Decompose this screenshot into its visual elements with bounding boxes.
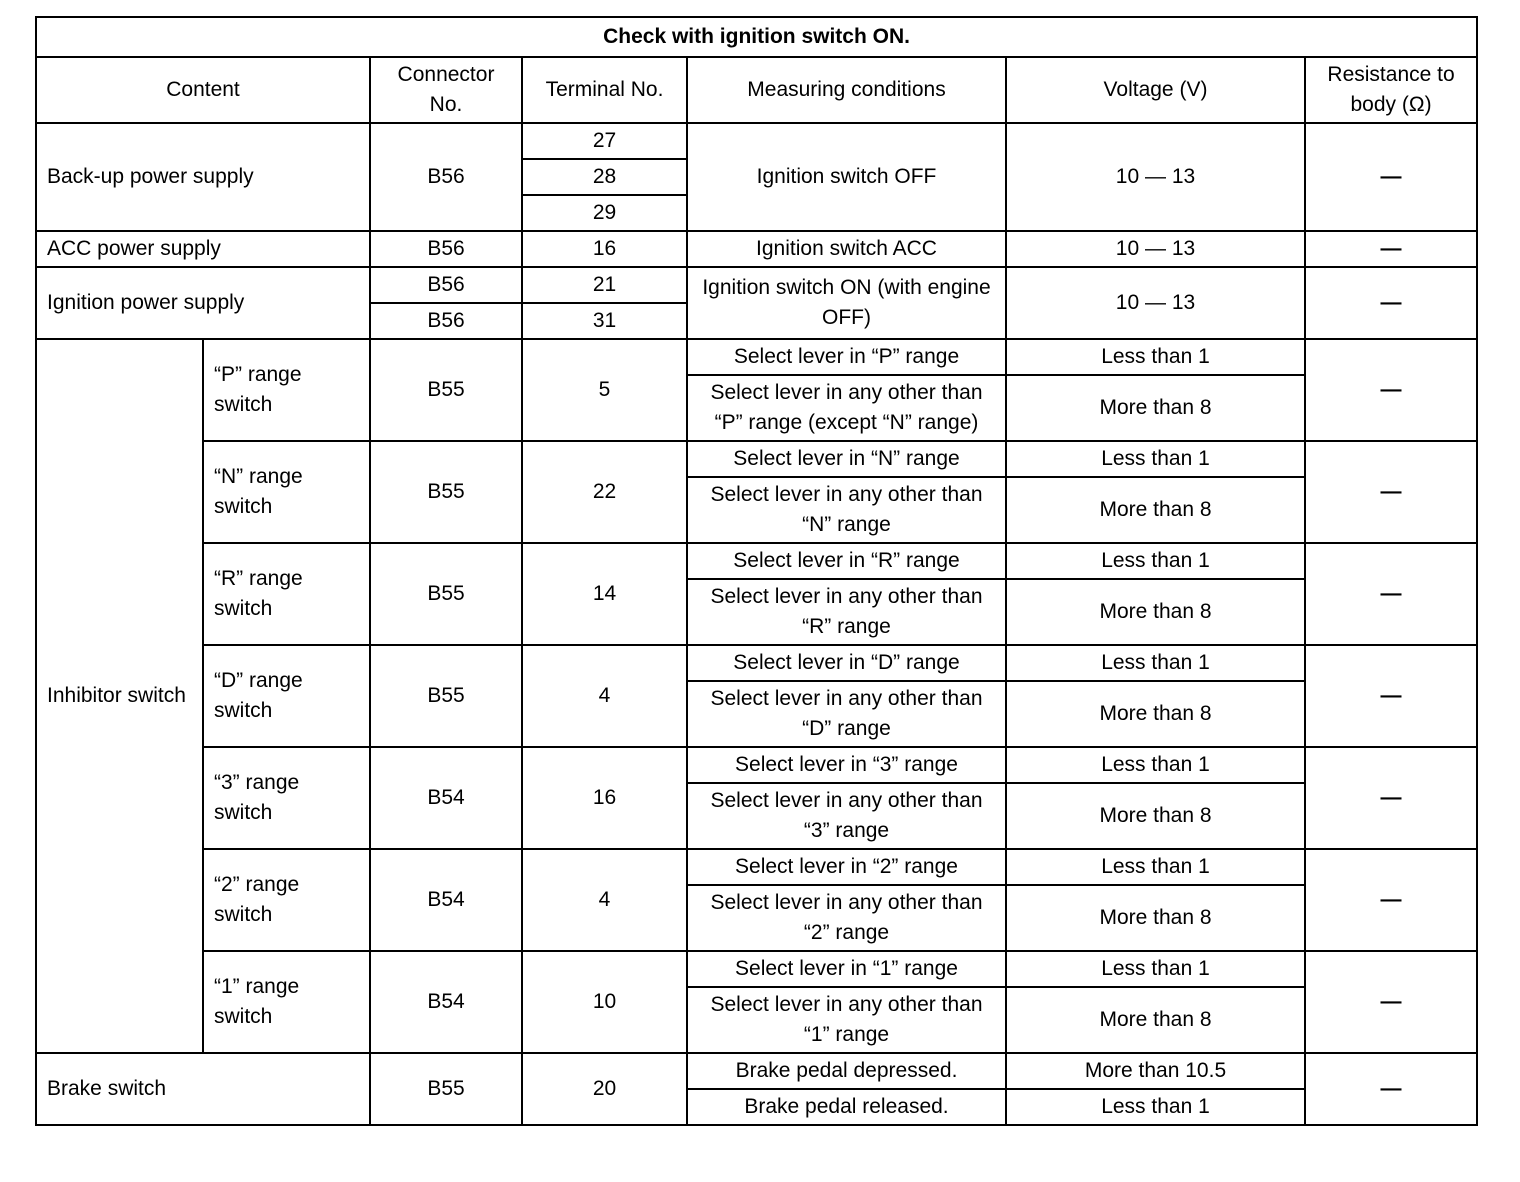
subsection-label: “D” range switch: [203, 645, 370, 747]
voltage-cell: More than 8: [1006, 681, 1305, 747]
voltage-cell: Less than 1: [1006, 339, 1305, 375]
terminal-cell: 21: [522, 267, 687, 303]
table-row: [36, 1053, 1477, 1089]
resistance-cell: —: [1305, 123, 1477, 231]
condition-cell: Select lever in any other than “P” range (except “N” range): [687, 375, 1006, 441]
connector-cell: B56: [370, 123, 522, 231]
table-row: [36, 441, 1477, 477]
subsection-label: “P” range switch: [203, 339, 370, 441]
subsection-label: “R” range switch: [203, 543, 370, 645]
condition-cell: Select lever in any other than “1” range: [687, 987, 1006, 1053]
table-row: [36, 339, 1477, 375]
condition-cell: Brake pedal released.: [687, 1089, 1006, 1125]
voltage-cell: Less than 1: [1006, 849, 1305, 885]
condition-cell: Select lever in “1” range: [687, 951, 1006, 987]
title-row: [36, 17, 1477, 57]
resistance-cell: —: [1305, 267, 1477, 339]
table-row: [36, 267, 1477, 303]
terminal-cell: 5: [522, 339, 687, 441]
content-cell: ACC power supply: [36, 231, 370, 267]
voltage-cell: More than 8: [1006, 987, 1305, 1053]
terminal-cell: 16: [522, 747, 687, 849]
subsection-label: “2” range switch: [203, 849, 370, 951]
voltage-cell: More than 8: [1006, 375, 1305, 441]
terminal-cell: 22: [522, 441, 687, 543]
header-row: [36, 57, 1477, 123]
table-row: [36, 849, 1477, 885]
terminal-cell: 20: [522, 1053, 687, 1125]
connector-cell: B55: [370, 645, 522, 747]
resistance-cell: —: [1305, 849, 1477, 951]
connector-cell: B56: [370, 303, 522, 339]
connector-cell: B55: [370, 1053, 522, 1125]
condition-cell: Ignition switch ON (with engine OFF): [687, 267, 1006, 339]
resistance-cell: —: [1305, 441, 1477, 543]
condition-cell: Ignition switch ACC: [687, 231, 1006, 267]
condition-cell: Select lever in any other than “3” range: [687, 783, 1006, 849]
condition-cell: Select lever in “3” range: [687, 747, 1006, 783]
content-cell: Ignition power supply: [36, 267, 370, 339]
header-voltage: Voltage (V): [1006, 57, 1305, 123]
condition-cell: Brake pedal depressed.: [687, 1053, 1006, 1089]
terminal-cell: 31: [522, 303, 687, 339]
condition-cell: Select lever in “2” range: [687, 849, 1006, 885]
content-cell: Inhibitor switch: [36, 339, 203, 1053]
connector-cell: B54: [370, 951, 522, 1053]
condition-cell: Select lever in “P” range: [687, 339, 1006, 375]
voltage-cell: 10 — 13: [1006, 267, 1305, 339]
voltage-cell: Less than 1: [1006, 1089, 1305, 1125]
terminal-cell: 29: [522, 195, 687, 231]
connector-cell: B55: [370, 543, 522, 645]
header-content: Content: [36, 57, 370, 123]
voltage-cell: More than 10.5: [1006, 1053, 1305, 1089]
connector-cell: B56: [370, 231, 522, 267]
condition-cell: Select lever in any other than “D” range: [687, 681, 1006, 747]
condition-cell: Ignition switch OFF: [687, 123, 1006, 231]
table-row: [36, 645, 1477, 681]
resistance-cell: —: [1305, 951, 1477, 1053]
header-terminal: Terminal No.: [522, 57, 687, 123]
resistance-cell: —: [1305, 543, 1477, 645]
condition-cell: Select lever in any other than “R” range: [687, 579, 1006, 645]
resistance-cell: —: [1305, 231, 1477, 267]
voltage-cell: Less than 1: [1006, 543, 1305, 579]
voltage-cell: Less than 1: [1006, 951, 1305, 987]
connector-cell: B55: [370, 441, 522, 543]
condition-cell: Select lever in “R” range: [687, 543, 1006, 579]
subsection-label: “N” range switch: [203, 441, 370, 543]
terminal-cell: 27: [522, 123, 687, 159]
header-connector: Connector No.: [370, 57, 522, 123]
header-conditions: Measuring conditions: [687, 57, 1006, 123]
terminal-cell: 28: [522, 159, 687, 195]
condition-cell: Select lever in “N” range: [687, 441, 1006, 477]
condition-cell: Select lever in any other than “2” range: [687, 885, 1006, 951]
voltage-cell: 10 — 13: [1006, 231, 1305, 267]
terminal-cell: 4: [522, 645, 687, 747]
voltage-cell: More than 8: [1006, 885, 1305, 951]
resistance-cell: —: [1305, 747, 1477, 849]
subsection-label: “1” range switch: [203, 951, 370, 1053]
condition-cell: Select lever in any other than “N” range: [687, 477, 1006, 543]
resistance-cell: —: [1305, 645, 1477, 747]
table-row: [36, 951, 1477, 987]
table-row: [36, 123, 1477, 159]
connector-cell: B54: [370, 849, 522, 951]
voltage-cell: More than 8: [1006, 477, 1305, 543]
voltage-cell: 10 — 13: [1006, 123, 1305, 231]
header-resistance: Resistance to body (Ω): [1305, 57, 1477, 123]
content-cell: Brake switch: [36, 1053, 370, 1125]
terminal-cell: 16: [522, 231, 687, 267]
table-row: [36, 231, 1477, 267]
voltage-cell: More than 8: [1006, 579, 1305, 645]
terminal-cell: 4: [522, 849, 687, 951]
content-cell: Back-up power supply: [36, 123, 370, 231]
table-row: [36, 543, 1477, 579]
resistance-cell: —: [1305, 339, 1477, 441]
resistance-cell: —: [1305, 1053, 1477, 1125]
voltage-cell: Less than 1: [1006, 747, 1305, 783]
terminal-cell: 14: [522, 543, 687, 645]
table-body: [36, 123, 1477, 1125]
connector-cell: B56: [370, 267, 522, 303]
connector-cell: B55: [370, 339, 522, 441]
terminal-cell: 10: [522, 951, 687, 1053]
ignition-check-table: [35, 16, 1478, 1126]
voltage-cell: More than 8: [1006, 783, 1305, 849]
voltage-cell: Less than 1: [1006, 441, 1305, 477]
table-title: Check with ignition switch ON.: [36, 17, 1477, 57]
voltage-cell: Less than 1: [1006, 645, 1305, 681]
connector-cell: B54: [370, 747, 522, 849]
table-row: [36, 747, 1477, 783]
condition-cell: Select lever in “D” range: [687, 645, 1006, 681]
subsection-label: “3” range switch: [203, 747, 370, 849]
